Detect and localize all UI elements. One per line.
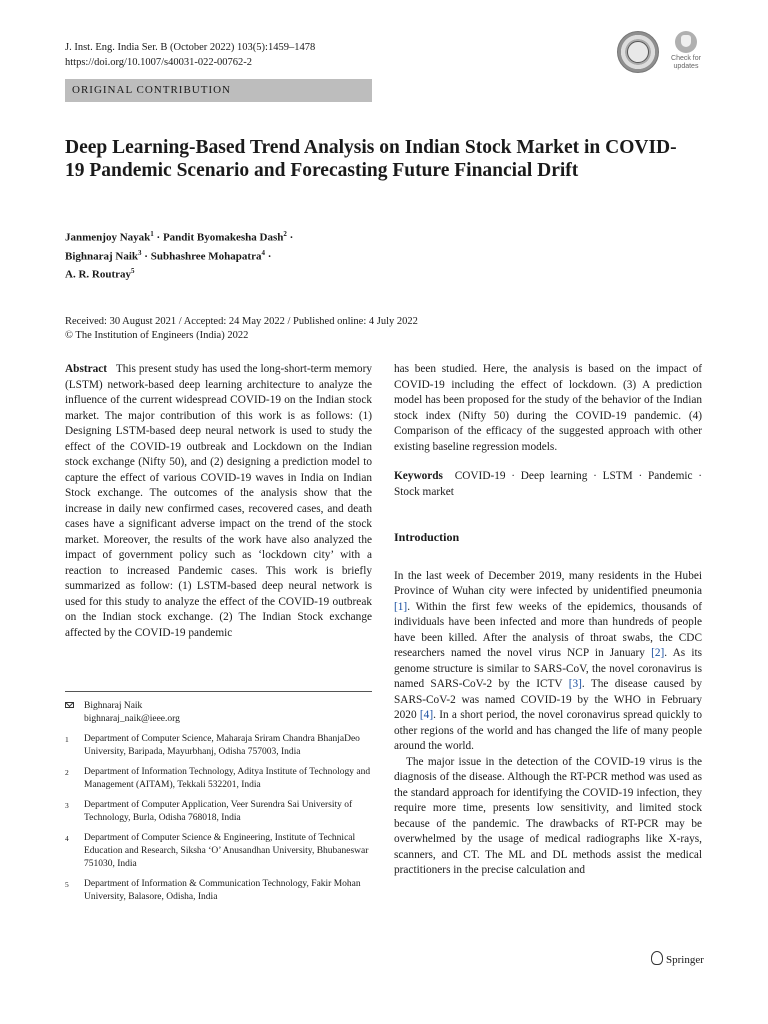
abstract-label: Abstract <box>65 363 108 375</box>
check-badge-text: Check for updates <box>671 55 701 70</box>
keywords-label: Keywords <box>394 470 443 482</box>
affiliation-mark: 4 <box>261 248 265 257</box>
author-name: Bighnaraj Naik <box>65 250 139 263</box>
publisher-logo <box>651 951 704 968</box>
affiliation-text: Department of Information Technology, Aditya Institute of Technology and Management (AITAM), Tekkali 532201, India <box>84 767 371 790</box>
affiliation-mark: 5 <box>131 267 135 276</box>
affiliation-text: Department of Information & Communication Technology, Fakir Mohan University, Balasore, Odisha, India <box>84 879 361 902</box>
check-for-updates-icon <box>675 31 697 53</box>
paragraph-text: . Within the first few weeks of the epidemics, thousands of individuals have been infected and more than hundreds of people have been killed. After the analysis of throat swabs, the CDC researchers named the novel virus NCP in January <box>394 600 702 659</box>
corresponding-author <box>65 700 372 726</box>
author-separator: · <box>141 250 151 263</box>
paper-title: Deep Learning-Based Trend Analysis on Indian Stock Market in COVID-19 Pandemic Scenario and Forecasting Future Financial Drift <box>65 137 677 181</box>
affiliation-item <box>65 799 372 825</box>
copyright-line: © The Institution of Engineers (India) 2022 <box>65 330 249 341</box>
author-list <box>65 227 465 283</box>
publisher-name: Springer <box>666 954 704 966</box>
keywords-text: COVID-19 · Deep learning · LSTM · Pandemic · Stock market <box>394 470 703 498</box>
corresponding-email[interactable]: bighnaraj_naik@ieee.org <box>84 714 180 724</box>
doi-link[interactable]: https://doi.org/10.1007/s40031-022-00762-2 <box>65 57 253 68</box>
journal-citation: J. Inst. Eng. India Ser. B (October 2022) 103(5):1459–1478 <box>65 42 316 53</box>
affiliation-number: 2 <box>65 768 69 777</box>
citation-link[interactable]: [1] <box>394 600 408 613</box>
introduction-heading: Introduction <box>394 530 460 544</box>
abstract-continued: has been studied. Here, the analysis is based on the impact of COVID-19 including the effect of lockdown. (3) A prediction model has been proposed for the study of the behavior of the Indian stock index (Nifty 50) during the COVID-19 pandemic. (4) Comparison of the efficacy of the suggested approach with other existing baseline regression models. <box>394 363 702 453</box>
paragraph-text: . In a short period, the novel coronavirus spread quickly to other regions of the world and has changed the life of many people around the world. <box>394 709 703 752</box>
abstract-left-column <box>65 362 372 641</box>
author-separator: · <box>286 231 294 244</box>
author-separator: · <box>264 250 272 263</box>
affiliation-mark: 3 <box>138 248 142 257</box>
citation-link[interactable]: [3] <box>568 678 582 690</box>
right-column <box>394 362 702 879</box>
corresponding-name: Bighnaraj Naik <box>84 701 143 711</box>
affiliation-item <box>65 766 372 792</box>
envelope-icon <box>65 702 74 708</box>
affiliation-text: Department of Computer Science & Engineering, Institute of Technical Education and Research, Siksha ‘O’ Anusandhan University, Bhubaneswar 751030, India <box>84 833 369 869</box>
author-name: A. R. Routray <box>65 268 131 281</box>
check-for-updates-badge[interactable] <box>666 31 706 71</box>
abstract-text: This present study has used the long-short-term memory (LSTM) network-based deep learning architecture to analyze the influence of the current widespread COVID-19 on the Indian stock market. The major contribution of this work is as follows: (1) Designing LSTM-based deep neural network is used to study the effect of the COVID-19 outbreak and Lockdown on the Indian stock exchange (Nifty 50), and (2) designing a prediction model to capture the effect of various COVID-19 waves in India on Indian Stock exchange. The outcomes of the analysis show that the increase in daily new confirmed cases, recovered cases, and death cases have a significant adverse impact on the trend of the stock market. Moreover, the results of the work have also analyzed the impact of government policy such as ‘lockdown city’ with a reaction to increased Pandemic cases. This work is briefly summarized as follow: (1) LSTM-based deep neural network is used for this study to analyze the effect of the COVID-19 outbreak on the Indian stock exchange. (2) The Indian Stock exchange affected by the COVID-19 pandemic <box>65 363 372 639</box>
affiliation-mark: 1 <box>150 230 154 238</box>
publication-dates <box>65 315 418 343</box>
author-name: Pandit Byomakesha Dash <box>162 231 284 244</box>
citation-link[interactable]: [2] <box>651 647 665 659</box>
affiliation-number: 5 <box>65 880 69 889</box>
footnotes <box>65 700 372 911</box>
history-dates: Received: 30 August 2021 / Accepted: 24 May 2022 / Published online: 4 July 2022 <box>65 316 418 327</box>
introduction-paragraph <box>394 569 702 755</box>
affiliation-text: Department of Computer Science, Maharaja Sriram Chandra BhanjaDeo University, Baripada, Mayurbhanj, Odisha 757003, India <box>84 734 360 757</box>
author-line <box>65 264 465 283</box>
author-line <box>65 246 465 265</box>
article-type-banner: ORIGINAL CONTRIBUTION <box>65 79 372 102</box>
affiliation-text: Department of Computer Application, Veer Surendra Sai University of Technology, Burla, Odisha 768018, India <box>84 800 353 823</box>
affiliation-number: 4 <box>65 834 69 843</box>
paragraph-text: . As its genome structure is similar to SARS-CoV, the novel coronavirus is named SARS-CoV-2 by the ICTV <box>394 647 702 690</box>
citation-link[interactable]: [4] <box>419 709 434 721</box>
affiliation-item <box>65 733 372 759</box>
affiliation-item <box>65 832 372 871</box>
springer-horse-icon <box>651 951 663 965</box>
footnote-divider <box>65 691 372 692</box>
affiliation-item <box>65 878 372 904</box>
paragraph-text: In the last week of December 2019, many residents in the Hubei Province of Wuhan city were infected by unidentified pneumonia <box>394 569 702 597</box>
institution-seal-icon <box>617 31 659 73</box>
affiliation-mark: 2 <box>283 230 287 238</box>
affiliation-list <box>65 733 372 904</box>
paragraph-text: . The disease caused by SARS-CoV-2 was named COVID-19 by the WHO in February 2020 <box>394 678 703 721</box>
author-line <box>65 227 465 246</box>
affiliation-number: 3 <box>65 801 69 810</box>
author-name: Subhashree Mohapatra <box>150 250 262 263</box>
journal-header <box>65 40 315 70</box>
introduction-paragraph: The major issue in the detection of the COVID-19 virus is the diagnosis of the disease. Although the RT-PCR method was used as the standard approach for identifying the COVID-19 infection, they require more time, presents low sensitivity, and limited stock because of the pandemic. The drawbacks of RT-PCR may be overwhelmed by the usage of medical radiographs like X-rays, scanners, and CT. The ML and DL methods assist the medical practitioners in the precise calculation and <box>394 755 702 876</box>
author-name: Janmenjoy Nayak <box>65 231 151 244</box>
keywords <box>394 469 702 500</box>
affiliation-number: 1 <box>65 735 69 744</box>
author-separator: · <box>153 231 163 244</box>
